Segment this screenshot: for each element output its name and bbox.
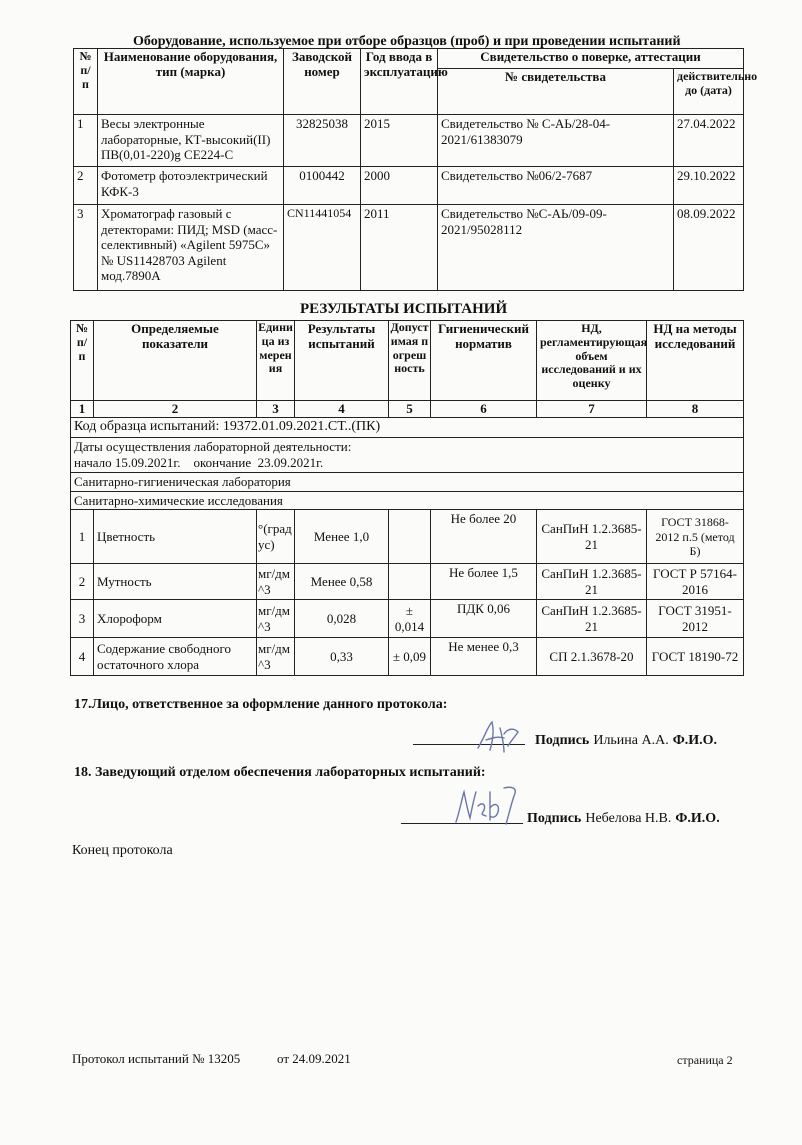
equip-num: 3 — [74, 205, 98, 291]
equip-valid: 27.04.2022 — [674, 115, 744, 167]
signature-label: Подпись — [527, 811, 582, 826]
result-nd-method: ГОСТ 31951-2012 — [647, 600, 744, 638]
equip-serial: 32825038 — [284, 115, 361, 167]
signature-nebelova — [452, 784, 524, 828]
results-header-num: № п/п — [71, 321, 94, 401]
results-title: РЕЗУЛЬТАТЫ ИСПЫТАНИЙ — [300, 301, 508, 317]
col-number: 7 — [537, 401, 647, 418]
table-row — [71, 600, 744, 638]
sample-code: Код образца испытаний: 19372.01.09.2021.СТ..(ПК) — [71, 417, 744, 437]
result-num: 3 — [71, 600, 94, 638]
equip-valid: 08.09.2022 — [674, 205, 744, 291]
equip-year: 2015 — [361, 115, 438, 167]
equipment-table — [73, 48, 758, 291]
results-table — [70, 320, 744, 676]
result-num: 4 — [71, 638, 94, 676]
result-unit: мг/дм^3 — [257, 600, 295, 638]
results-header-norm: Гигиенический норматив — [431, 321, 537, 401]
results-header-nd-scope: НД, регламентирующая объем исследований и их оценку — [537, 321, 647, 401]
equip-name: Фотометр фотоэлектрический КФК-3 — [98, 167, 284, 205]
result-value: Менее 1,0 — [295, 510, 389, 564]
result-num: 1 — [71, 510, 94, 564]
result-error — [389, 510, 431, 564]
result-nd-scope: СанПиН 1.2.3685-21 — [537, 510, 647, 564]
result-value: 0,028 — [295, 600, 389, 638]
col-number: 8 — [647, 401, 744, 418]
signature-block-18 — [527, 809, 720, 827]
result-indicator: Цветность — [94, 510, 257, 564]
result-indicator: Хлороформ — [94, 600, 257, 638]
equip-header-verification: Свидетельство о поверке, аттестации — [438, 49, 744, 69]
result-indicator: Содержание свободного остаточного хлора — [94, 638, 257, 676]
results-header-result: Результаты испытаний — [295, 321, 389, 401]
lab-name: Санитарно-гигиеническая лаборатория — [71, 473, 744, 492]
end-of-protocol: Конец протокола — [72, 843, 173, 858]
signature-label: Подпись — [535, 733, 590, 748]
fio-label: Ф.И.О. — [675, 811, 720, 826]
equip-name: Весы электронные лабораторные, КТ-высокий(II) ПВ(0,01-220)g CE224-С — [98, 115, 284, 167]
result-error: ± 0,09 — [389, 638, 431, 676]
equip-year: 2000 — [361, 167, 438, 205]
result-nd-scope: СанПиН 1.2.3685-21 — [537, 600, 647, 638]
col-number: 6 — [431, 401, 537, 418]
equip-name: Хроматограф газовый с детекторами: ПИД; MSD (масс-селективный) «Agilent 5975C» № US11428703 Agilent мод.7890A — [98, 205, 284, 291]
equip-year: 2011 — [361, 205, 438, 291]
table-row — [74, 115, 744, 167]
results-header-error: Допустимая погрешность — [389, 321, 431, 401]
col-number: 1 — [71, 401, 94, 418]
result-value: 0,33 — [295, 638, 389, 676]
equipment-title: Оборудование, используемое при отборе образцов (проб) и при проведении испытаний — [133, 34, 681, 49]
result-norm: Не более 1,5 — [431, 564, 537, 600]
equip-header-num: № п/п — [74, 49, 98, 115]
result-value: Менее 0,58 — [295, 564, 389, 600]
signer-name: Ильина А.А. — [593, 733, 669, 748]
result-nd-scope: СП 2.1.3678-20 — [537, 638, 647, 676]
lab-dates — [71, 437, 744, 473]
fio-label: Ф.И.О. — [672, 733, 718, 748]
signature-ilyina — [474, 718, 526, 754]
result-nd-method: ГОСТ 31868-2012 п.5 (метод Б) — [647, 510, 744, 564]
signature-block-17 — [535, 731, 717, 749]
equip-header-year: Год ввода в эксплуатацию — [361, 49, 438, 115]
result-error — [389, 564, 431, 600]
result-unit: °(градус) — [257, 510, 295, 564]
equip-header-cert-no: № свидетельства — [438, 69, 674, 115]
table-row — [74, 167, 744, 205]
results-header-nd-method: НД на методы исследований — [647, 321, 744, 401]
result-indicator: Мутность — [94, 564, 257, 600]
equip-header-valid: действительно до (дата) — [674, 69, 744, 115]
col-number: 5 — [389, 401, 431, 418]
result-nd-method: ГОСТ Р 57164-2016 — [647, 564, 744, 600]
section-name: Санитарно-химические исследования — [71, 491, 744, 510]
col-number: 2 — [94, 401, 257, 418]
results-header-unit: Единица измерения — [257, 321, 295, 401]
equip-valid: 29.10.2022 — [674, 167, 744, 205]
table-row — [74, 205, 744, 291]
lab-dates-label: Даты осуществления лабораторной деятельности: — [74, 438, 352, 454]
footer-page-number: страница 2 — [677, 1053, 733, 1067]
result-unit: мг/дм^3 — [257, 638, 295, 676]
result-unit: мг/дм^3 — [257, 564, 295, 600]
lab-dates-value: начало 15.09.2021г. окончание 23.09.2021г. — [74, 454, 324, 470]
footer-protocol-number: Протокол испытаний № 13205 — [72, 1051, 241, 1066]
results-header-indicator: Определяемые показатели — [94, 321, 257, 401]
signer-name: Небелова Н.В. — [585, 811, 672, 826]
table-row — [71, 638, 744, 676]
col-number: 4 — [295, 401, 389, 418]
col-number: 3 — [257, 401, 295, 418]
result-norm: Не более 20 — [431, 510, 537, 564]
equip-header-serial: Заводской номер — [284, 49, 361, 115]
footer-protocol-date: от 24.09.2021 — [277, 1051, 351, 1066]
equip-cert: Свидетельство №06/2-7687 — [438, 167, 674, 205]
section-17-heading: 17.Лицо, ответственное за оформление данного протокола: — [74, 697, 448, 712]
section-18-heading: 18. Заведующий отделом обеспечения лабораторных испытаний: — [74, 765, 486, 780]
result-nd-method: ГОСТ 18190-72 — [647, 638, 744, 676]
equip-header-name: Наименование оборудования, тип (марка) — [98, 49, 284, 115]
equip-cert: Свидетельство № С-АЬ/28-04-2021/61383079 — [438, 115, 674, 167]
result-num: 2 — [71, 564, 94, 600]
table-row — [71, 510, 744, 564]
table-row — [71, 564, 744, 600]
equip-num: 2 — [74, 167, 98, 205]
result-nd-scope: СанПиН 1.2.3685-21 — [537, 564, 647, 600]
equip-num: 1 — [74, 115, 98, 167]
result-norm: ПДК 0,06 — [431, 600, 537, 638]
equip-serial: CN11441054 — [284, 205, 361, 291]
equip-serial: 0100442 — [284, 167, 361, 205]
equip-cert: Свидетельство №С-АЬ/09-09-2021/95028112 — [438, 205, 674, 291]
result-error: ± 0,014 — [389, 600, 431, 638]
result-norm: Не менее 0,3 — [431, 638, 537, 676]
